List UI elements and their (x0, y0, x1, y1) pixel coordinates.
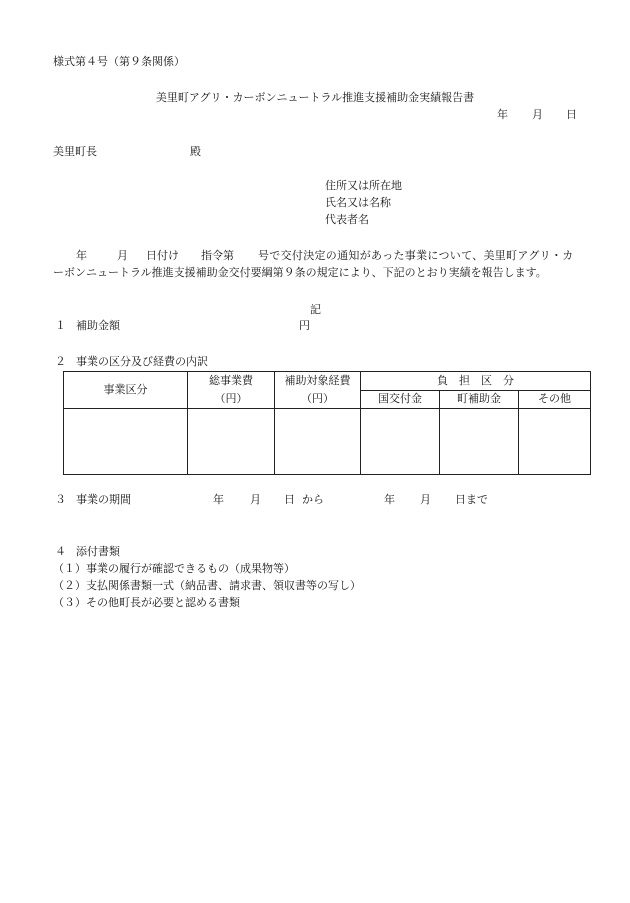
cell-total-cost (188, 409, 275, 475)
table-header-row-1 (64, 372, 591, 391)
period-from-month-label: 月 (250, 493, 261, 506)
header-total-cost-unit: （円） (214, 392, 248, 405)
header-eligible-cost-unit: （円） (301, 392, 334, 405)
section1-unit: 円 (299, 319, 310, 332)
date-year-label: 年 (497, 108, 508, 121)
section1-number: １ (55, 319, 66, 332)
table-row (64, 409, 591, 475)
applicant-name-label: 氏名又は名称 (325, 196, 391, 209)
addressee-name: 美里町長 (53, 145, 97, 158)
header-eligible-cost (275, 372, 361, 409)
body-year-label: 年 (76, 249, 87, 262)
list-item: （３）その他町長が必要と認める書類 (53, 596, 240, 609)
section2-label: 事業の区分及び経費の内訳 (76, 355, 208, 368)
section1-label: 補助金額 (76, 319, 120, 332)
body-directive-label: 指令第 (201, 249, 234, 262)
cell-category (64, 409, 188, 475)
section3-number: ３ (55, 493, 66, 506)
header-burden-category: 負 担 区 分 (361, 372, 591, 391)
header-town-subsidy: 町補助金 (440, 390, 519, 409)
applicant-representative-label: 代表者名 (325, 213, 369, 226)
cell-national-grant (361, 409, 440, 475)
body-line1-text: 号で交付決定の通知があった事業について、美里町アグリ・カ (258, 249, 574, 262)
header-national-grant: 国交付金 (361, 390, 440, 409)
ki-heading: 記 (310, 303, 321, 316)
form-number: 様式第４号（第９条関係） (53, 55, 185, 68)
section3-label: 事業の期間 (76, 493, 131, 506)
body-month-label: 月 (117, 249, 128, 262)
section2-number: ２ (55, 355, 66, 368)
breakdown-table (63, 371, 591, 475)
period-to-month-label: 月 (420, 493, 431, 506)
header-total-cost-label: 総事業費 (209, 374, 253, 387)
period-from-day-label: 日 (284, 493, 295, 506)
period-from-year-label: 年 (213, 493, 224, 506)
list-item: （１）事業の履行が確認できるもの（成果物等） (53, 562, 295, 575)
period-to-year-label: 年 (384, 493, 395, 506)
body-line2-text: ーボンニュートラル推進支援補助金交付要綱第９条の規定により、下記のとおり実績を報告します。 (53, 266, 547, 279)
period-from-word: から (302, 493, 324, 506)
list-item: （２）支払関係書類一式（納品書、請求書、領収書等の写し） (53, 579, 361, 592)
header-total-cost (188, 372, 275, 409)
header-other: その他 (519, 390, 591, 409)
document-title: 美里町アグリ・カーボンニュートラル推進支援補助金実績報告書 (155, 91, 475, 104)
date-day-label: 日 (566, 108, 577, 121)
applicant-address-label: 住所又は所在地 (325, 179, 402, 192)
header-category: 事業区分 (64, 372, 188, 409)
breakdown-table-wrap (63, 371, 591, 475)
cell-eligible-cost (275, 409, 361, 475)
date-month-label: 月 (532, 108, 543, 121)
section4-label: 添付書類 (76, 545, 120, 558)
cell-other (519, 409, 591, 475)
section4-number: ４ (55, 545, 66, 558)
body-dated-label: 日付け (146, 249, 179, 262)
header-eligible-cost-label: 補助対象経費 (284, 374, 351, 387)
addressee-honorific: 殿 (190, 145, 201, 158)
cell-town-subsidy (440, 409, 519, 475)
period-to-day-label: 日まで (455, 493, 488, 506)
